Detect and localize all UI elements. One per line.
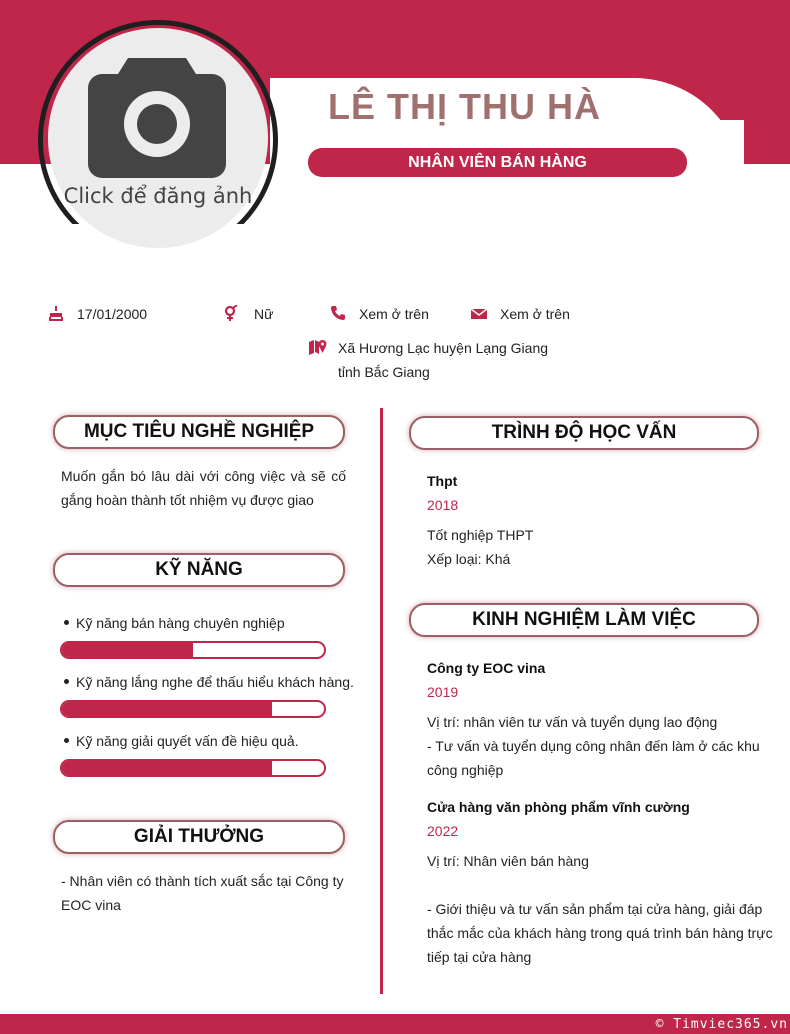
- job-company[interactable]: Công ty EOC vina: [427, 660, 546, 676]
- job-description[interactable]: - Tư vấn và tuyển dụng công nhân đến làm ở các khu công nghiệp: [427, 738, 760, 778]
- skills-heading: KỸ NĂNG: [53, 553, 345, 587]
- footer-bar: [0, 1014, 790, 1034]
- phone-icon: [330, 305, 346, 321]
- education-heading: TRÌNH ĐỘ HỌC VẤN: [409, 416, 759, 450]
- skill-label: Kỹ năng lắng nghe để thấu hiểu khách hàng.: [76, 674, 354, 690]
- skill-item[interactable]: [64, 674, 354, 690]
- skill-label: Kỹ năng giải quyết vấn đề hiệu quả.: [76, 733, 299, 749]
- job-position[interactable]: Vị trí: Nhân viên bán hàng: [427, 853, 589, 869]
- address-line2: tỉnh Bắc Giang: [338, 364, 430, 380]
- candidate-name[interactable]: LÊ THỊ THU HÀ: [328, 86, 601, 127]
- email-value: Xem ở trên: [500, 306, 570, 322]
- address-field[interactable]: [309, 340, 559, 386]
- job-year[interactable]: 2019: [427, 684, 459, 700]
- address-line1: Xã Hương Lạc huyện Lạng Giang: [338, 340, 549, 356]
- job-position[interactable]: Vị trí: nhân viên tư vấn và tuyển dụng lao động: [427, 714, 718, 730]
- gender-icon: [224, 305, 238, 322]
- bullet-icon: [64, 620, 69, 625]
- bullet-icon: [64, 679, 69, 684]
- skill-item[interactable]: [64, 615, 285, 631]
- cake-icon: [48, 305, 64, 322]
- awards-text[interactable]: - Nhân viên có thành tích xuất sắc tại Công ty EOC vina: [61, 873, 344, 913]
- gender-field[interactable]: [224, 306, 304, 324]
- job-company[interactable]: Cửa hàng văn phòng phẩm vĩnh cường: [427, 799, 690, 815]
- skill-level-bar: [60, 641, 326, 659]
- education-line2[interactable]: Xếp loại: Khá: [427, 551, 511, 567]
- job-year[interactable]: 2022: [427, 823, 459, 839]
- education-year[interactable]: 2018: [427, 497, 459, 513]
- skill-label: Kỹ năng bán hàng chuyên nghiệp: [76, 615, 285, 631]
- school-name[interactable]: Thpt: [427, 473, 458, 489]
- watermark: © Timviec365.vn: [655, 1017, 788, 1032]
- phone-value: Xem ở trên: [359, 306, 429, 322]
- skill-level-fill: [62, 702, 272, 716]
- objective-heading: MỤC TIÊU NGHỀ NGHIỆP: [53, 415, 345, 449]
- email-field[interactable]: [471, 306, 581, 324]
- birthday-value: 17/01/2000: [77, 306, 148, 322]
- avatar-upload-label: Click để đăng ảnh: [63, 184, 253, 208]
- education-line1[interactable]: Tốt nghiệp THPT: [427, 527, 534, 543]
- experience-heading: KINH NGHIỆM LÀM VIỆC: [409, 603, 759, 637]
- skill-level-fill: [62, 643, 193, 657]
- header-band-right: [744, 0, 790, 164]
- skill-item[interactable]: [64, 733, 299, 749]
- phone-field[interactable]: [330, 306, 440, 324]
- job-description[interactable]: - Giới thiệu và tư vấn sản phẩm tại cửa hàng, giải đáp thắc mắc của khách hàng trong quá trình bán hàng trực tiếp tại cửa hàng: [427, 901, 773, 965]
- birthday-field[interactable]: [48, 306, 198, 324]
- map-location-icon: [309, 339, 327, 355]
- skill-level-fill: [62, 761, 272, 775]
- email-icon: [471, 307, 487, 321]
- objective-text[interactable]: Muốn gắn bó lâu dài với công việc và sẽ cố gắng hoàn thành tốt nhiệm vụ được giao: [61, 468, 346, 508]
- bullet-icon: [64, 738, 69, 743]
- awards-heading: GIẢI THƯỞNG: [53, 820, 345, 854]
- avatar-upload[interactable]: [48, 28, 268, 248]
- column-divider: [380, 408, 383, 994]
- gender-value: Nữ: [254, 306, 274, 322]
- job-title[interactable]: NHÂN VIÊN BÁN HÀNG: [308, 148, 687, 177]
- skill-level-bar: [60, 759, 326, 777]
- skill-level-bar: [60, 700, 326, 718]
- camera-icon: [86, 54, 228, 178]
